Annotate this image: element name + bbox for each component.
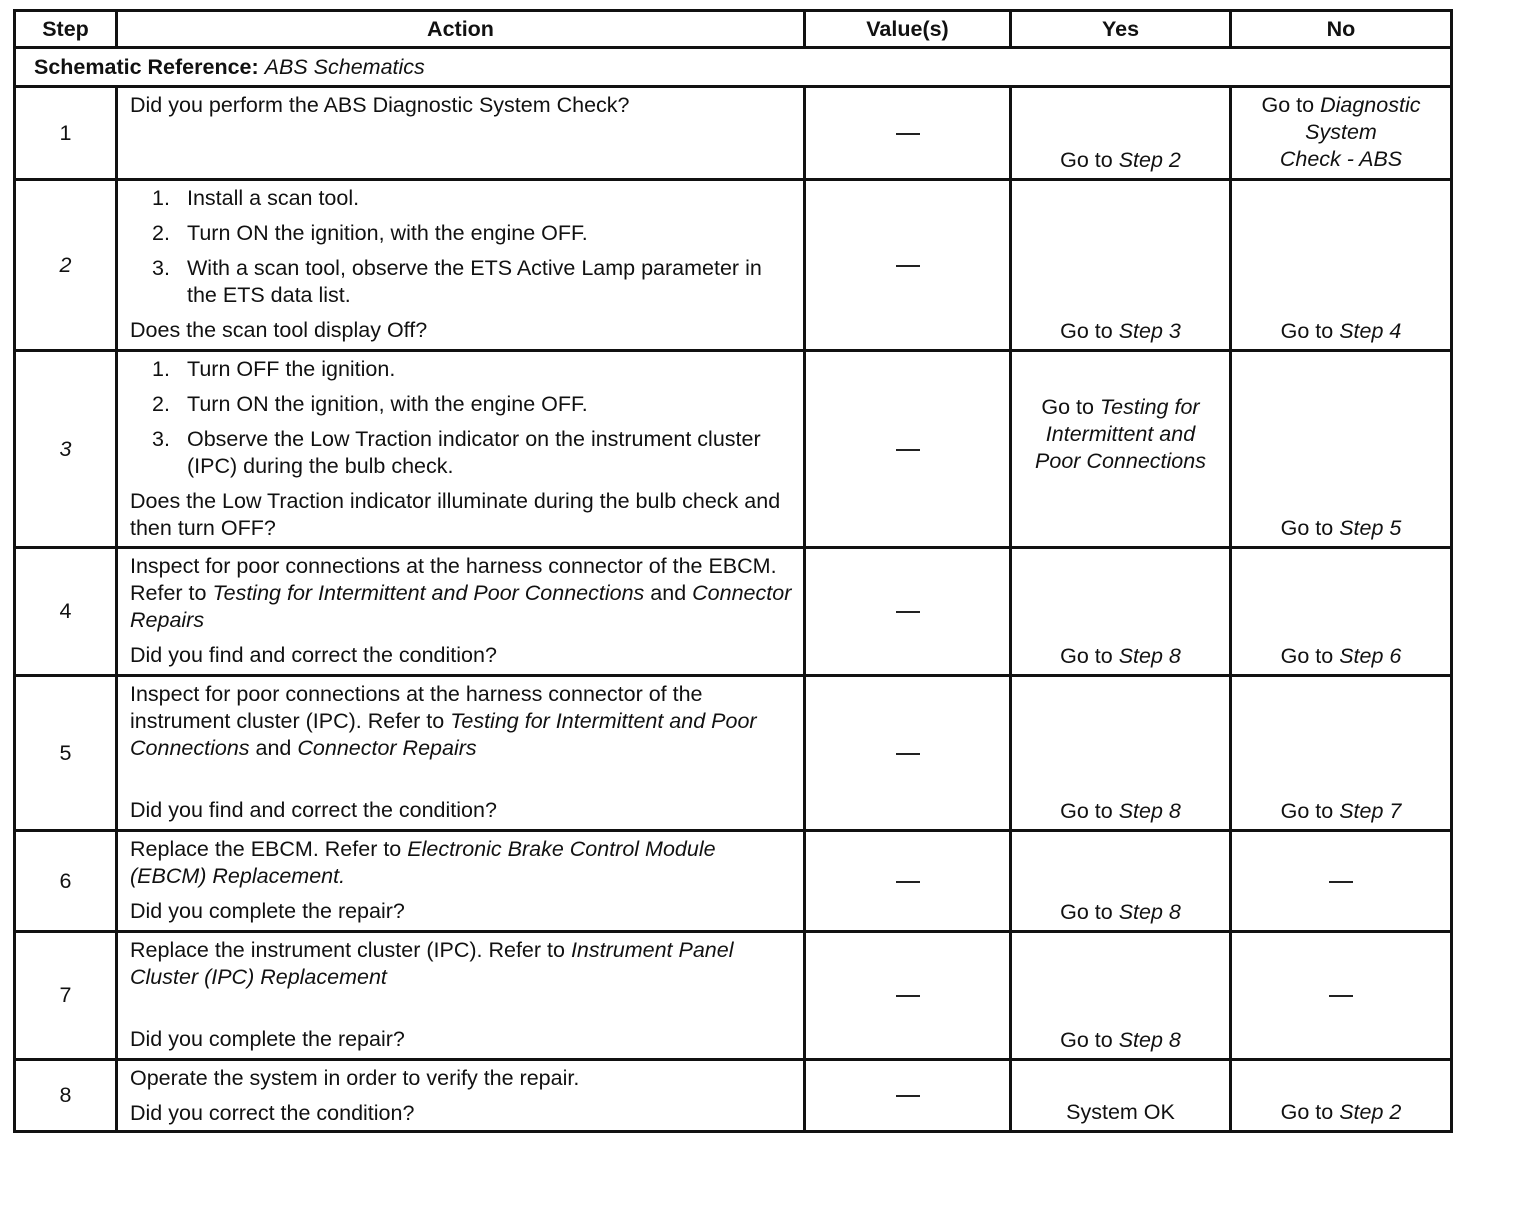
action-cell <box>117 932 805 1060</box>
value-dash <box>896 265 920 267</box>
no-link-line2[interactable]: System <box>1305 120 1377 144</box>
no-dash <box>1329 995 1353 997</box>
schematic-reference <box>15 48 1452 87</box>
no-link[interactable]: Step 2 <box>1339 1100 1402 1124</box>
yes-cell <box>1011 932 1231 1060</box>
yes-prefix: Go to <box>1060 644 1113 668</box>
no-link-line3[interactable]: Check - ABS <box>1279 147 1403 171</box>
no-cell <box>1231 1060 1452 1132</box>
table-row-step-1 <box>15 87 1452 180</box>
yes-cell <box>1011 548 1231 676</box>
no-cell <box>1231 548 1452 676</box>
value-dash <box>896 133 920 135</box>
action-text: Operate the system in order to verify the repair. <box>130 1066 580 1090</box>
yes-text[interactable]: System OK <box>1066 1100 1175 1124</box>
step-number: 8 <box>15 1060 117 1132</box>
action-link[interactable]: Instrument Panel Cluster (IPC) Replacement <box>130 938 734 989</box>
action-cell <box>117 87 805 180</box>
action-cell <box>117 180 805 351</box>
no-cell <box>1231 676 1452 831</box>
yes-link[interactable]: Step 2 <box>1118 148 1181 172</box>
action-link[interactable]: Connector Repairs <box>297 736 477 760</box>
no-prefix: Go to <box>1280 319 1334 343</box>
action-list <box>130 356 793 480</box>
action-question: Did you complete the repair? <box>130 1027 405 1051</box>
action-item: 2. Turn ON the ignition, with the engine OFF. <box>152 392 588 416</box>
action-question: Did you perform the ABS Diagnostic System Check? <box>130 93 630 117</box>
step-number: 5 <box>15 676 117 831</box>
action-item: 1. Turn OFF the ignition. <box>152 357 396 381</box>
action-link[interactable]: Testing for Intermittent and Poor Connections <box>212 581 645 605</box>
no-prefix: Go to <box>1280 516 1334 540</box>
action-question: Did you correct the condition? <box>130 1101 415 1125</box>
action-item: 3. Observe the Low Traction indicator on the instrument cluster (IPC) during the bulb check. <box>152 427 761 478</box>
value-dash <box>896 449 920 451</box>
no-cell <box>1231 180 1452 351</box>
action-text: Replace the EBCM. Refer to Electronic Brake Control Module (EBCM) Replacement. <box>130 837 716 888</box>
value-cell <box>805 932 1011 1060</box>
yes-link[interactable]: Step 3 <box>1118 319 1181 343</box>
header-no: No <box>1231 11 1452 48</box>
table-row-step-7 <box>15 932 1452 1060</box>
value-cell <box>805 676 1011 831</box>
no-prefix: Go to <box>1280 644 1334 668</box>
header-yes: Yes <box>1011 11 1231 48</box>
value-cell <box>805 180 1011 351</box>
action-item: 3. With a scan tool, observe the ETS Active Lamp parameter in the ETS data list. <box>152 256 762 307</box>
table-row-step-6 <box>15 831 1452 932</box>
yes-cell <box>1011 676 1231 831</box>
value-dash <box>896 753 920 755</box>
yes-prefix: Go to <box>1060 319 1113 343</box>
action-cell <box>117 351 805 548</box>
yes-link-line3[interactable]: Poor Connections <box>1035 448 1206 473</box>
header-values: Value(s) <box>805 11 1011 48</box>
schematic-link[interactable]: ABS Schematics <box>264 54 425 79</box>
no-cell <box>1231 831 1452 932</box>
action-text: Inspect for poor connections at the harness connector of the EBCM. Refer to Testing for Intermittent and Poor Connections and Connector Repairs <box>130 554 792 632</box>
no-dash <box>1329 881 1353 883</box>
no-link[interactable]: Step 4 <box>1339 319 1402 343</box>
action-cell <box>117 1060 805 1132</box>
value-dash <box>896 611 920 613</box>
action-link[interactable]: Testing for Intermittent and Poor Connections <box>130 709 757 760</box>
no-cell <box>1231 932 1452 1060</box>
no-link[interactable]: Step 5 <box>1339 516 1402 540</box>
action-text: Replace the instrument cluster (IPC). Refer to Instrument Panel Cluster (IPC) Replacement <box>130 938 734 989</box>
value-cell <box>805 87 1011 180</box>
step-number: 2 <box>15 180 117 351</box>
yes-link[interactable]: Step 8 <box>1118 900 1181 924</box>
value-cell <box>805 1060 1011 1132</box>
action-item: 2. Turn ON the ignition, with the engine OFF. <box>152 221 588 245</box>
no-prefix: Go to <box>1261 93 1315 117</box>
yes-cell <box>1011 831 1231 932</box>
action-list <box>130 185 793 309</box>
yes-link[interactable]: Step 8 <box>1118 1028 1181 1052</box>
action-text: Inspect for poor connections at the harness connector of the instrument cluster (IPC). Refer to Testing for Intermittent and Poor Connections and Connector Repairs <box>130 682 757 760</box>
yes-cell <box>1011 351 1231 548</box>
action-link[interactable]: Connector Repairs <box>130 581 792 632</box>
yes-link[interactable]: Step 8 <box>1118 799 1181 823</box>
yes-link-line2[interactable]: Intermittent and <box>1045 421 1196 446</box>
step-number: 4 <box>15 548 117 676</box>
value-cell <box>805 548 1011 676</box>
schematic-row <box>15 48 1452 87</box>
action-cell <box>117 676 805 831</box>
yes-cell <box>1011 87 1231 180</box>
yes-prefix: Go to <box>1060 900 1113 924</box>
header-row <box>15 11 1452 48</box>
diagnostic-table <box>13 9 1453 1133</box>
table-row-step-5 <box>15 676 1452 831</box>
action-question: Does the scan tool display Off? <box>130 318 428 342</box>
step-number: 3 <box>15 351 117 548</box>
table-row-step-4 <box>15 548 1452 676</box>
no-prefix: Go to <box>1280 1100 1334 1124</box>
action-cell <box>117 548 805 676</box>
yes-prefix: Go to <box>1041 394 1094 419</box>
table-row-step-3 <box>15 351 1452 548</box>
no-cell <box>1231 87 1452 180</box>
no-prefix: Go to <box>1280 799 1334 823</box>
value-cell <box>805 351 1011 548</box>
header-action: Action <box>117 11 805 48</box>
table-row-step-8 <box>15 1060 1452 1132</box>
yes-prefix: Go to <box>1060 799 1113 823</box>
no-link[interactable]: Step 7 <box>1339 799 1402 823</box>
value-dash <box>896 1095 920 1097</box>
yes-prefix: Go to <box>1060 148 1113 172</box>
header-step: Step <box>15 11 117 48</box>
step-number: 6 <box>15 831 117 932</box>
action-cell <box>117 831 805 932</box>
step-number: 1 <box>15 87 117 180</box>
yes-cell <box>1011 180 1231 351</box>
action-question: Did you find and correct the condition? <box>130 643 497 667</box>
no-link[interactable]: Diagnostic <box>1320 93 1421 117</box>
no-cell <box>1231 351 1452 548</box>
value-dash <box>896 995 920 997</box>
table-row-step-2 <box>15 180 1452 351</box>
action-question: Did you complete the repair? <box>130 899 405 923</box>
no-link[interactable]: Step 6 <box>1339 644 1402 668</box>
yes-link[interactable]: Step 8 <box>1118 644 1181 668</box>
yes-link[interactable]: Testing for <box>1099 394 1200 419</box>
action-link[interactable]: Electronic Brake Control Module (EBCM) Replacement. <box>130 837 716 888</box>
yes-prefix: Go to <box>1060 1028 1113 1052</box>
schematic-label: Schematic Reference: <box>34 54 259 79</box>
value-cell <box>805 831 1011 932</box>
action-question: Did you find and correct the condition? <box>130 798 497 822</box>
value-dash <box>896 881 920 883</box>
action-item: 1. Install a scan tool. <box>152 186 360 210</box>
action-question: Does the Low Traction indicator illuminate during the bulb check and then turn OFF? <box>130 489 781 540</box>
step-number: 7 <box>15 932 117 1060</box>
yes-cell <box>1011 1060 1231 1132</box>
